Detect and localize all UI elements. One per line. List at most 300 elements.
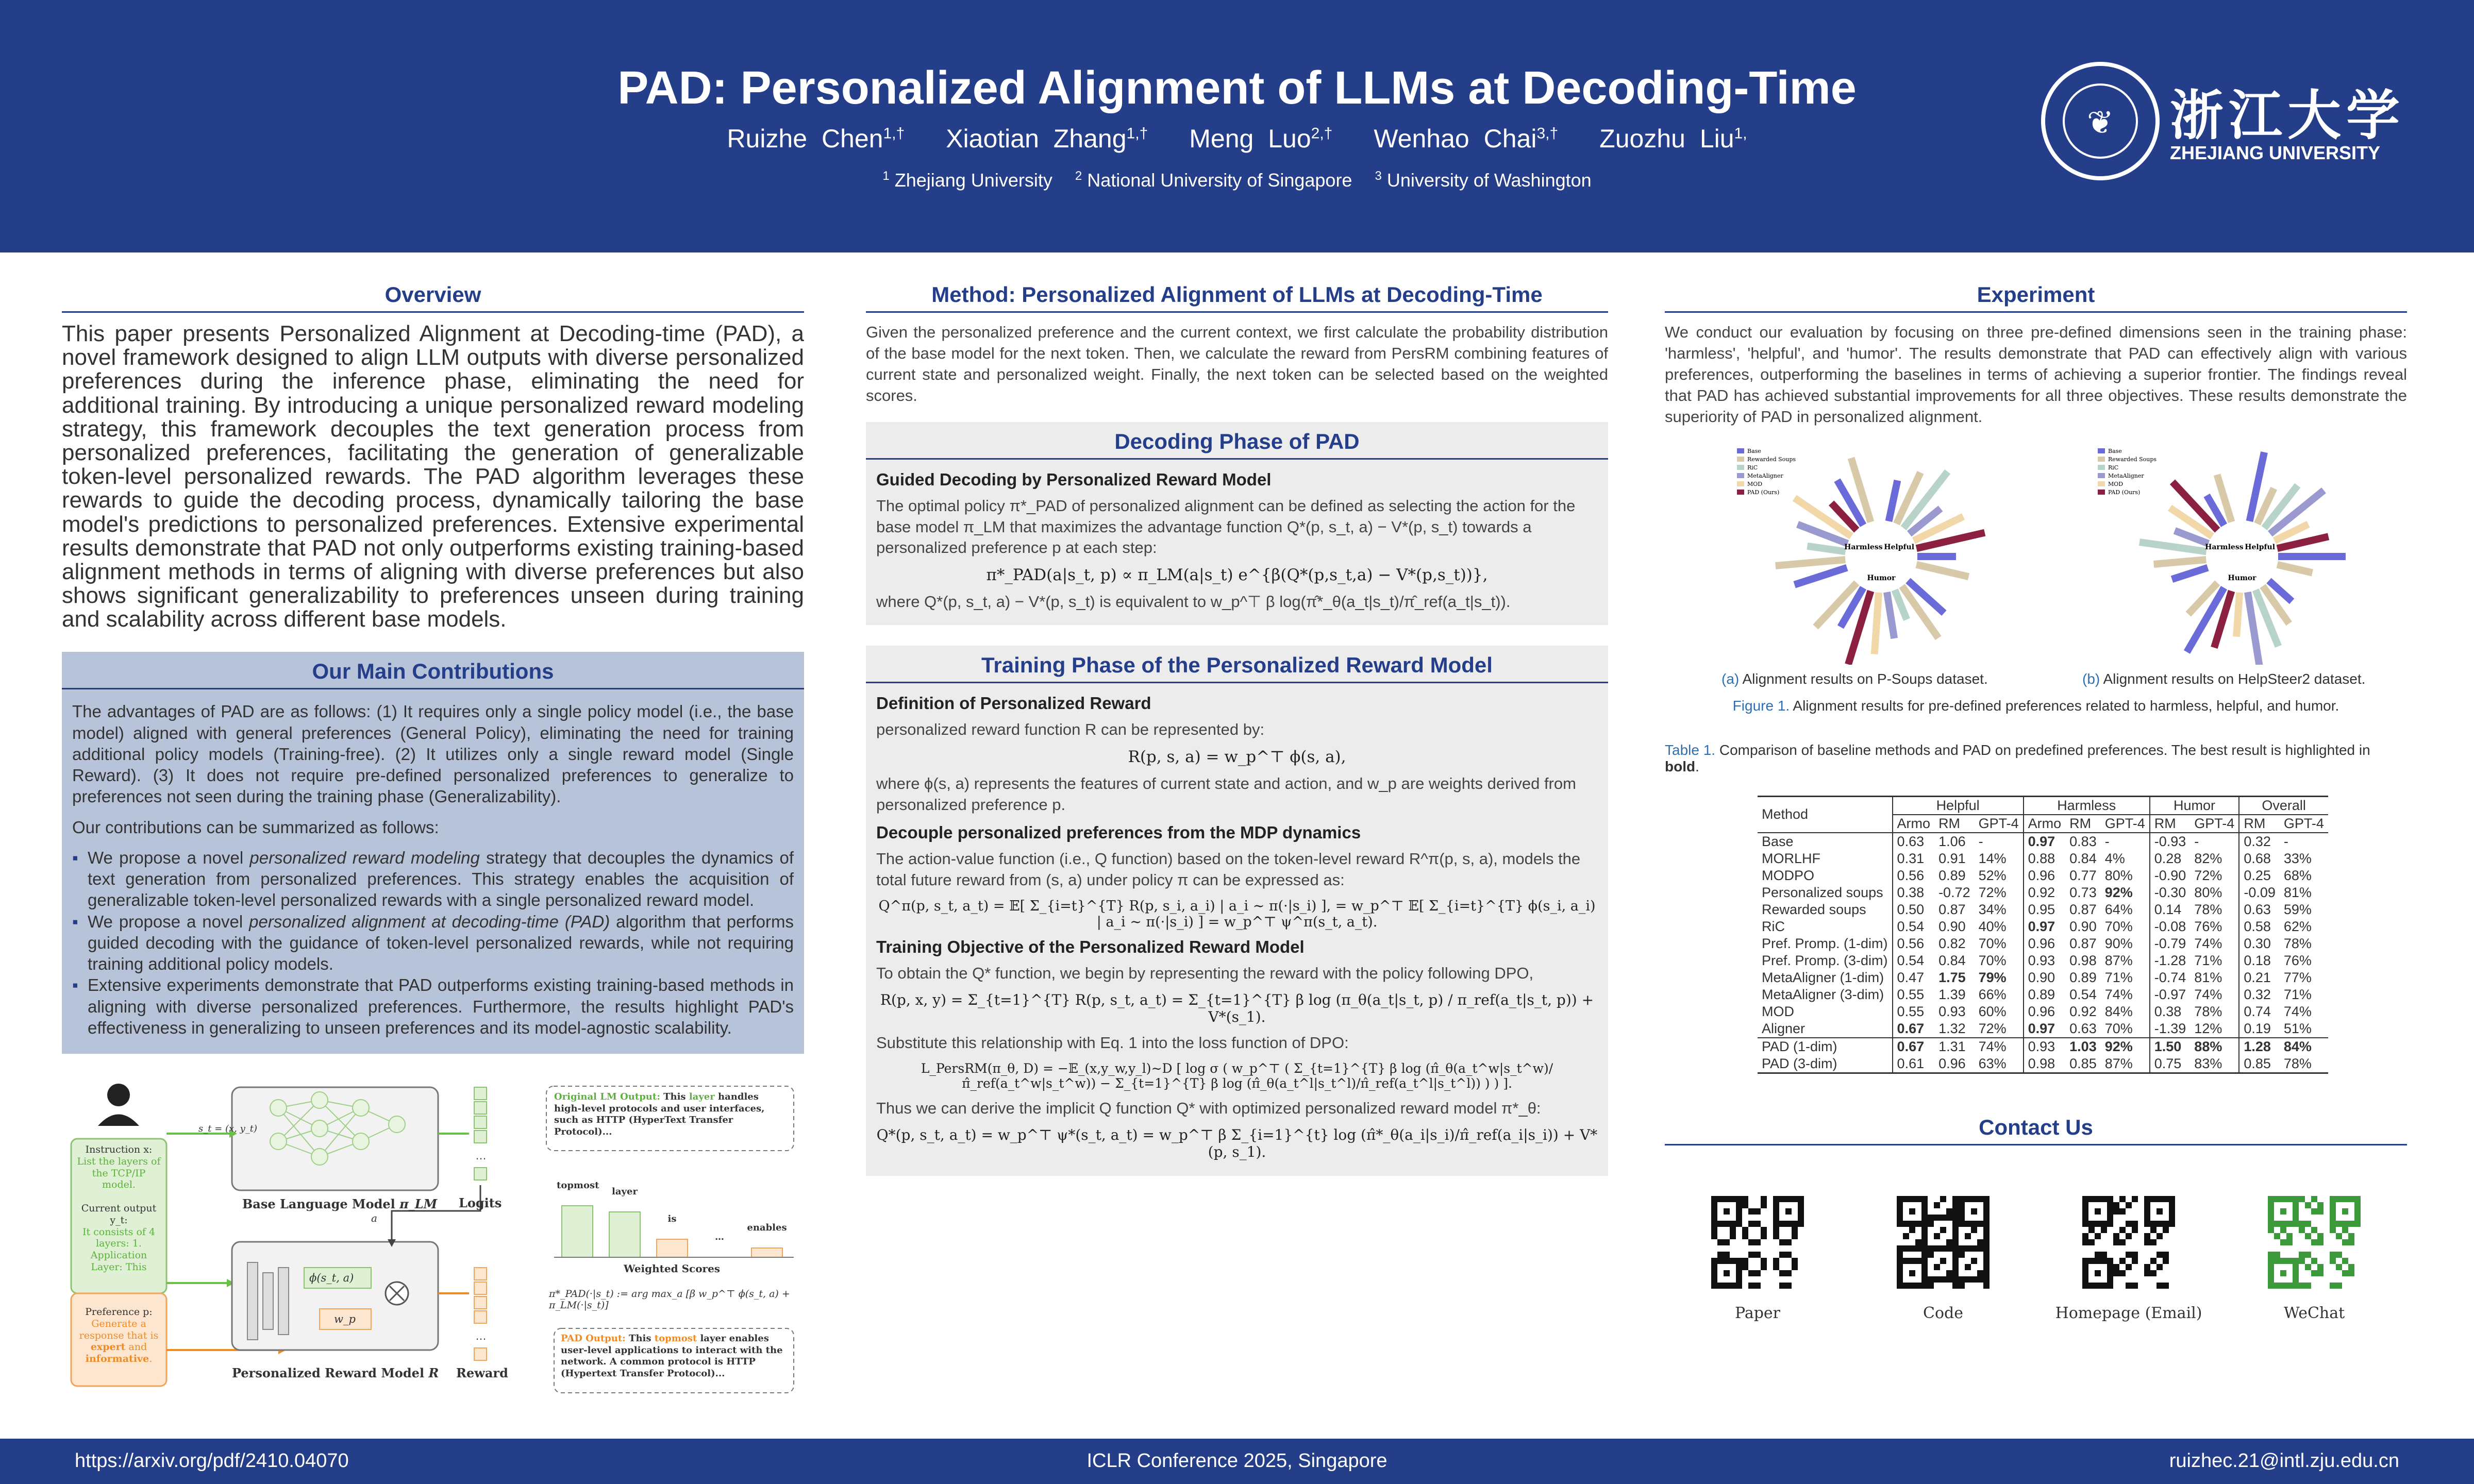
preference-box: [76, 1306, 161, 1365]
pad-output-em: topmost: [654, 1333, 697, 1344]
middle-column: [866, 282, 1608, 1176]
contribution-em: personalized alignment at decoding-time (PAD): [249, 912, 610, 931]
table-cell: 0.97: [2024, 1020, 2066, 1038]
table-group-header: Overall: [2239, 796, 2328, 815]
affiliation-1: $^2$ National University of Singapore: [1075, 169, 1352, 191]
table-cell: 0.92: [2069, 1003, 2097, 1019]
base-model-symbol: π_LM: [399, 1196, 438, 1211]
table-cell: 33%: [2283, 850, 2312, 866]
table-cell: 62%: [2283, 918, 2312, 934]
score-bar-label: is: [667, 1213, 677, 1224]
poster-header: [0, 0, 2474, 252]
table-cell: 52%: [1978, 867, 2007, 883]
table-cell-method: Rewarded soups: [1762, 901, 1866, 917]
radial-group-label: Helpful: [1884, 543, 1915, 551]
radial-chart-psoups: [1727, 438, 2036, 665]
table-cell: 0.56: [1893, 867, 1935, 884]
radial-group-label: Harmless: [1844, 543, 1883, 551]
contribution-item: ▪ We propose a novel personalized alignment at decoding-time (PAD) algorithm that performs guided decoding with the guidance of token-level personalized rewards, while not requiring training additional policy models.: [88, 911, 794, 975]
table-cell: -0.30: [2150, 884, 2191, 901]
table-cell: 68%: [2283, 867, 2312, 883]
table-cell: 0.98: [2069, 952, 2097, 968]
radial-legend-label: Rewarded Soups: [2108, 456, 2157, 463]
table-cell: 0.54: [2069, 986, 2097, 1002]
figure-1: [1665, 438, 2407, 716]
training-sub1: Definition of Personalized Reward: [876, 694, 1151, 713]
table-1-caption-bold: bold: [1665, 758, 1696, 774]
radial-legend-swatch: [2098, 457, 2105, 462]
table-cell: 1.75: [1938, 969, 1966, 985]
subfig-b-caption: [2082, 671, 2365, 687]
table-cell: 0.96: [2024, 1003, 2066, 1020]
table-cell: 71%: [2283, 986, 2312, 1002]
table-cell: 0.85: [2239, 1055, 2280, 1073]
table-subheader: GPT-4: [2190, 815, 2239, 833]
table-cell-method: Personalized soups: [1762, 884, 1883, 900]
table-cell: 0.97: [2024, 833, 2066, 850]
table-cell: 0.83: [2069, 833, 2097, 849]
prm-label: [232, 1365, 439, 1380]
table-cell: 71%: [2194, 952, 2222, 968]
score-bar-label: layer: [612, 1186, 638, 1197]
table-cell: -0.72: [1938, 884, 1970, 900]
table-cell: 80%: [2194, 884, 2222, 900]
table-row: [1758, 1055, 2328, 1073]
radial-legend-label: PAD (Ours): [2108, 488, 2141, 496]
table-cell: 0.89: [1938, 867, 1966, 883]
qr-code-icon[interactable]: [2082, 1196, 2175, 1289]
current-output-text: It consists of 4 layers: 1. Application Layer: This: [82, 1226, 156, 1273]
table-subheader: Armo: [2024, 815, 2066, 833]
table-cell: 0.50: [1893, 901, 1935, 918]
contribution-item: ▪ Extensive experiments demonstrate that PAD outperforms existing training-based methods in aligning with diverse personalized preferences. Furthermore, the results highlight PAD's effectiveness in generalizing to unseen preferences and its model-agnostic scalability.: [88, 974, 794, 1038]
preference-em: expert: [90, 1341, 126, 1353]
preference-text-b: and: [125, 1341, 147, 1353]
contact-qr-row: [1665, 1155, 2407, 1322]
table-cell: -0.93: [2150, 833, 2191, 850]
table-group-header: Harmless: [2024, 796, 2150, 815]
table-cell: 0.96: [1938, 1055, 1966, 1071]
table-cell: 70%: [1978, 952, 2007, 968]
table-row: [1758, 1038, 2328, 1055]
table-cell: 0.63: [2239, 901, 2280, 918]
score-bar: [751, 1248, 782, 1257]
table-cell: 0.89: [2069, 969, 2097, 985]
table-cell: 0.28: [2150, 850, 2191, 867]
table-cell: -0.74: [2150, 969, 2191, 986]
table-cell: 63%: [1978, 1055, 2007, 1071]
author-sup-3: 3,†: [1536, 125, 1559, 142]
table-row: [1758, 1020, 2328, 1038]
radial-legend-swatch: [1737, 473, 1744, 478]
qr-code-icon[interactable]: [1897, 1196, 1990, 1289]
author-sup-0: 1,†: [883, 125, 905, 142]
table-group-header: Humor: [2150, 796, 2239, 815]
university-name-en: ZHEJIANG UNIVERSITY: [2170, 142, 2381, 163]
radial-legend-swatch: [2098, 481, 2105, 486]
table-row: [1758, 986, 2328, 1003]
table-cell: 0.56: [1893, 935, 1935, 952]
prm-name: Personalized Reward Model: [232, 1365, 425, 1380]
table-row: [1758, 867, 2328, 884]
training-p3: The action-value function (i.e., Q function) based on the token-level reward R^π(p, s, a), models the total future reward from (s, a) under policy π can be expressed as:: [876, 849, 1581, 889]
table-cell: 71%: [2104, 969, 2133, 985]
radial-legend-swatch: [2098, 465, 2105, 470]
table-cell: 0.38: [1893, 884, 1935, 901]
method-intro: Given the personalized preference and the current context, we first calculate the probability distribution of the base model for the next token. Then, we calculate the reward from PersRM combining features of current state and personalized weight. Finally, the next token can be selected based on the weighted scores.: [866, 323, 1608, 404]
table-cell: 84%: [2104, 1003, 2133, 1019]
table-cell: 12%: [2194, 1020, 2222, 1036]
contributions-list: [72, 847, 794, 1038]
table-cell-method: MetaAligner (3-dim): [1762, 986, 1884, 1002]
decoding-title: Decoding Phase of PAD: [866, 422, 1608, 460]
qr-label: Homepage (Email): [2055, 1304, 2202, 1322]
experiment-text: We conduct our evaluation by focusing on three pre-defined dimensions seen in the training phase: 'harmless', 'helpful', and 'humor'. The results demonstrate that PAD can effectively align with various preferences, outperforming the baselines in terms of achieving a superior frontier. The findings reveal that PAD has achieved substantial improvements for all three objectives. These results demonstrate the superiority of PAD in personalized alignment.: [1665, 323, 2407, 426]
table-cell: 87%: [2104, 952, 2133, 968]
table-cell: 4%: [2104, 850, 2125, 866]
table-row: [1758, 1003, 2328, 1020]
table-row: [1758, 901, 2328, 918]
table-cell: 78%: [2194, 1003, 2222, 1019]
table-cell: 0.63: [1893, 833, 1935, 850]
table-row: [1758, 918, 2328, 935]
table-1-caption-b: .: [1695, 758, 1699, 774]
score-bar-label: topmost: [557, 1180, 599, 1191]
table-cell: 72%: [1978, 1020, 2007, 1036]
table-cell: 80%: [2104, 867, 2133, 883]
radial-legend-label: MetaAligner: [1747, 472, 1783, 479]
score-bar: [562, 1206, 593, 1257]
wp-label: w_p: [334, 1313, 356, 1325]
score-bar-label: …: [715, 1232, 724, 1242]
training-eq5: Q*(p, s_t, a_t) = w_p^⊤ ψ*(s_t, a_t) = w_p^⊤ β Σ_{i=1}^{t} log (π̂*_θ(a_i|s_i)/π̂_ref(a_i|s_i)) + V*(p, s_1).: [876, 1126, 1598, 1160]
training-p2: where ϕ(s, a) represents the features of current state and action, and w_p are weights derived from personalized preference p.: [876, 774, 1576, 814]
training-title: Training Phase of the Personalized Reward Model: [866, 646, 1608, 683]
table-cell: 40%: [1978, 918, 2007, 934]
table-cell: 0.93: [2024, 1038, 2066, 1055]
table-subheader: RM: [2150, 815, 2191, 833]
radial-legend-swatch: [2098, 448, 2105, 453]
table-cell: -0.09: [2239, 884, 2280, 901]
pad-output-text-a: This: [625, 1333, 655, 1344]
table-cell: -: [1978, 833, 1983, 849]
table-cell: 0.38: [2150, 1003, 2191, 1020]
table-cell: 0.96: [2024, 935, 2066, 952]
table-cell: 0.98: [2024, 1055, 2066, 1073]
decoding-p2: where Q*(p, s_t, a) − V*(p, s_t) is equivalent to w_p^⊤ β log(π̂*_θ(a_t|s_t)/π̂_ref(a_t|s_t)).: [876, 593, 1511, 611]
author-1: Xiaotian Zhang$^{1,\dagger}$: [946, 124, 1148, 153]
table-subheader: GPT-4: [1975, 815, 2024, 833]
experiment-title: Experiment: [1665, 282, 2407, 313]
table-cell: 0.85: [2069, 1055, 2097, 1071]
qr-code-icon[interactable]: [1711, 1196, 1804, 1289]
logits-ellipsis: …: [475, 1149, 487, 1162]
arxiv-link[interactable]: https://arxiv.org/pdf/2410.04070: [75, 1450, 349, 1472]
table-row: [1758, 850, 2328, 867]
table-row: [1758, 952, 2328, 969]
table-cell: -1.28: [2150, 952, 2191, 969]
table-cell: 87%: [2104, 1055, 2133, 1071]
radial-bar: [2154, 560, 2206, 564]
contributions-intro: The advantages of PAD are as follows: (1) It requires only a single policy model (i.e., the base model) aligned with general preferences (General Policy), eliminating the need for training additional policy models (Training-free). (2) It utilizes only a single reward model (Single Reward). (3) It does not require pre-defined personalized preferences to generalize to preferences not seen during the training phase (Generalizability).: [72, 702, 794, 806]
original-output-em: layer: [689, 1091, 715, 1102]
radial-legend-label: RiC: [2108, 464, 2119, 471]
subfig-a-caption: [1721, 671, 1988, 687]
table-header-method: Method: [1758, 796, 1893, 833]
decoding-eq1: π*_PAD(a|s_t, p) ∝ π_LM(a|s_t) e^{β(Q*(p,s_t,a) − V*(p,s_t))},: [986, 566, 1488, 585]
state-label: s_t = (x, y_t): [198, 1123, 258, 1134]
contributions-box: [62, 652, 804, 1054]
table-cell: 81%: [2283, 884, 2312, 900]
decoding-box: [866, 422, 1608, 626]
table-cell: 74%: [2283, 1003, 2312, 1019]
contribution-item: ▪ We propose a novel personalized reward modeling strategy that decouples the dynamics of text generation from personalized preferences. This strategy enables the acquisition of generalizable token-level personalized rewards with a single personalized reward model.: [88, 847, 794, 911]
radial-legend-label: MOD: [2108, 480, 2124, 487]
table-cell: 92%: [2101, 1038, 2150, 1055]
table-subheader: RM: [2239, 815, 2280, 833]
original-output: [554, 1091, 789, 1138]
radial-legend-label: RiC: [1747, 464, 1758, 471]
training-p5: Substitute this relationship with Eq. 1 into the loss function of DPO:: [876, 1033, 1349, 1052]
table-cell: 78%: [2283, 1055, 2312, 1071]
author-sup-4: 1,: [1734, 125, 1747, 142]
author-0: Ruizhe Chen$^{1,\dagger}$: [727, 124, 905, 153]
table-row: [1758, 833, 2328, 850]
radial-legend-swatch: [1737, 481, 1744, 486]
radial-chart-helpsteer: [2087, 438, 2397, 665]
table-subheader: RM: [2065, 815, 2101, 833]
overview-text: This paper presents Personalized Alignment at Decoding-time (PAD), a novel framework designed to align LLM outputs with diverse personalized preferences during the inference phase, eliminating the need for additional training. By introducing a unique personalized reward modeling strategy, this framework decouples the text generation process from personalized preferences, facilitating the generation of generalizable token-level personalized rewards. The PAD algorithm leverages these rewards to guide the decoding process, dynamically tailoring the base model's predictions to personalized preferences. Extensive experimental results demonstrate that PAD not only outperforms existing training-based alignment methods in terms of aligning with diverse preferences but also shows significant generalizability to preferences unseen during training and scalability across different base models.: [62, 321, 804, 632]
preference-text-c: .: [149, 1353, 153, 1365]
overview-title: Overview: [62, 282, 804, 313]
table-cell: -0.90: [2150, 867, 2191, 884]
preference-text-a: Generate a response that is: [79, 1318, 159, 1341]
decoding-subtitle: Guided Decoding by Personalized Reward Model: [876, 469, 1272, 489]
table-cell: 0.67: [1893, 1020, 1935, 1038]
table-cell: -0.08: [2150, 918, 2191, 935]
table-cell: 74%: [1975, 1038, 2024, 1055]
radial-bar: [1795, 567, 1847, 584]
contact-email[interactable]: ruizhec.21@intl.zju.edu.cn: [2169, 1450, 2399, 1472]
table-cell: 0.54: [1893, 918, 1935, 935]
table-cell: 0.90: [2069, 918, 2097, 934]
table-cell: 90%: [2104, 935, 2133, 951]
table-subheader: Armo: [1893, 815, 1935, 833]
qr-label: Paper: [1734, 1304, 1781, 1322]
radial-legend-label: Rewarded Soups: [1747, 456, 1796, 463]
table-cell-method: PAD (1-dim): [1758, 1038, 1893, 1055]
table-cell: 74%: [2194, 986, 2222, 1002]
table-cell: 76%: [2283, 952, 2312, 968]
radial-bar: [1875, 592, 1879, 654]
table-cell: 0.96: [2024, 867, 2066, 884]
score-bar: [609, 1212, 640, 1257]
table-1-caption-a: Comparison of baseline methods and PAD on predefined preferences. The best result is highlighted in: [1719, 741, 2370, 758]
radial-legend-label: Base: [2108, 447, 2122, 454]
prm-symbol: R: [428, 1365, 439, 1380]
training-eq4: L_PersRM(π_θ, D) = −𝔼_(x,y_w,y_l)∼D [ log σ ( w_p^⊤ ( Σ_{t=1}^{T} β log (π̂_θ(a_t^w|s_t^w)/π̂_ref(a_t^w|s_t^w)) − Σ_{t=1}^{T} β log (π̂_θ(a_t^l|s_t^l)/π̂_ref(a_t^l|s_t^l)) ) ) ].: [921, 1060, 1553, 1091]
original-output-text-a: This: [660, 1091, 689, 1102]
qr-code-icon[interactable]: [2268, 1196, 2361, 1289]
table-cell: 14%: [1978, 850, 2007, 866]
table-cell: 0.32: [2239, 986, 2280, 1003]
table-cell: 0.31: [1893, 850, 1935, 867]
table-cell: 0.58: [2239, 918, 2280, 935]
table-cell: 0.90: [1938, 918, 1966, 934]
table-cell: 0.87: [1938, 901, 1966, 917]
reward-ellipsis: …: [475, 1329, 487, 1342]
poster-title: PAD: Personalized Alignment of LLMs at Decoding-Time: [617, 62, 1857, 114]
table-cell: 59%: [2283, 901, 2312, 917]
table-cell: 0.84: [2069, 850, 2097, 866]
table-subheader: GPT-4: [2280, 815, 2328, 833]
table-cell-method: PAD (3-dim): [1762, 1055, 1837, 1071]
table-cell: 0.55: [1893, 1003, 1935, 1020]
table-cell: -0.97: [2150, 986, 2191, 1003]
table-cell: -1.39: [2150, 1020, 2191, 1038]
table-cell: 74%: [2104, 986, 2133, 1002]
table-cell: 1.32: [1938, 1020, 1966, 1036]
table-cell-method: RiC: [1762, 918, 1785, 934]
pad-output-text-b: layer enables user-level applications to interact with the network. A common protocol is HTTP (Hypertext Transfer Protocol)...: [561, 1333, 783, 1379]
table-cell: 0.91: [1938, 850, 1966, 866]
table-cell: 0.89: [2024, 986, 2066, 1003]
author-2: Meng Luo$^{2,\dagger}$: [1189, 124, 1333, 153]
reward-label: Reward: [456, 1365, 508, 1380]
table-cell: 88%: [2190, 1038, 2239, 1055]
training-p1: personalized reward function R can be represented by:: [876, 720, 1265, 739]
table-cell-method: Base: [1762, 833, 1794, 849]
table-cell: 0.82: [1938, 935, 1966, 951]
radial-bar: [1807, 546, 1845, 551]
table-cell: 78%: [2283, 935, 2312, 951]
table-cell: 0.32: [2239, 833, 2280, 850]
radial-group-label: Humor: [1867, 574, 1896, 582]
table-cell: 0.68: [2239, 850, 2280, 867]
table-header-row: [1758, 796, 2328, 815]
contribution-em: personalized reward modeling: [249, 848, 480, 867]
table-cell: 72%: [1978, 884, 2007, 900]
radial-group-label: Helpful: [2245, 543, 2276, 551]
subfig-a-text: Alignment results on P-Soups dataset.: [1742, 670, 1988, 687]
affiliation-0: $^1$ Zhejiang University: [882, 169, 1052, 191]
table-cell: 1.50: [2150, 1038, 2191, 1055]
table-cell: 1.06: [1938, 833, 1966, 849]
method-title: Method: Personalized Alignment of LLMs at Decoding-Time: [866, 282, 1608, 313]
radial-bar: [1916, 564, 1968, 576]
table-cell: 0.97: [2024, 918, 2066, 935]
table-cell: -: [2283, 833, 2288, 849]
base-model-label: [242, 1196, 437, 1211]
radial-legend-swatch: [2098, 473, 2105, 478]
table-cell: 72%: [2194, 867, 2222, 883]
table-cell: 92%: [2104, 884, 2133, 900]
university-name-cn: 浙江大学: [2170, 83, 2405, 147]
pad-output-label: PAD Output:: [561, 1333, 626, 1344]
user-icon: [98, 1084, 139, 1126]
table-group-header: Helpful: [1893, 796, 2024, 815]
table-cell: 0.54: [1893, 952, 1935, 969]
table-cell: 1.03: [2065, 1038, 2101, 1055]
results-table: [1758, 796, 2328, 1074]
score-bar: [657, 1239, 688, 1257]
training-eq2: Q^π(p, s_t, a_t) = 𝔼[ Σ_{i=t}^{T} R(p, s_i, a_i) | a_i ∼ π(·|s_i) ], = w_p^⊤ 𝔼[ Σ_{i=t}^{T} ϕ(s_i, a_i) | a_i ∼ π(·|s_i) ] = w_p^⊤ ψ^π(s_t, a_t).: [878, 898, 1596, 930]
table-cell: 1.31: [1934, 1038, 1975, 1055]
table-cell: 0.92: [2024, 884, 2066, 901]
table-cell: 0.47: [1893, 969, 1935, 986]
table-cell: 0.90: [2024, 969, 2066, 986]
table-cell: -: [2194, 833, 2199, 849]
conference-label: ICLR Conference 2025, Singapore: [1086, 1450, 1388, 1472]
table-cell-method: MORLHF: [1762, 850, 1820, 866]
right-column: [1665, 282, 2407, 1322]
table-cell: 64%: [2104, 901, 2133, 917]
table-cell: 0.18: [2239, 952, 2280, 969]
pad-output: [561, 1333, 788, 1379]
weighted-scores-label: Weighted Scores: [624, 1262, 721, 1275]
instruction-text: List the layers of the TCP/IP model.: [77, 1155, 161, 1191]
table-cell-method: MOD: [1762, 1003, 1794, 1019]
table-cell: 77%: [2283, 969, 2312, 985]
table-cell: 0.61: [1893, 1055, 1935, 1073]
action-label: a: [371, 1212, 377, 1224]
radial-legend-swatch: [1737, 465, 1744, 470]
logits-label: Logits: [459, 1195, 502, 1210]
radial-legend-label: Base: [1747, 447, 1761, 454]
table-cell: 74%: [2194, 935, 2222, 951]
training-sub2: Decouple personalized preferences from the MDP dynamics: [876, 822, 1361, 842]
table-cell: 0.73: [2069, 884, 2097, 900]
radial-legend-swatch: [1737, 490, 1744, 495]
table-cell: 70%: [2104, 1020, 2133, 1036]
table-1-tag: Table 1.: [1665, 741, 1716, 758]
decoding-p1: The optimal policy π*_PAD of personalized alignment can be defined as selecting the action for the base model π_LM that maximizes the advantage function Q*(p, s_t, a) − V*(p, s_t) towards a personalized preference p at each step:: [876, 496, 1576, 557]
table-cell: 1.28: [2239, 1038, 2280, 1055]
radial-legend-label: MOD: [1747, 480, 1763, 487]
table-cell: 76%: [2194, 918, 2222, 934]
table-1-caption: [1665, 742, 2407, 775]
author-4: Zuozhu Liu$^{1,}$: [1599, 124, 1747, 153]
figure-1-text: Alignment results for pre-defined preferences related to harmless, helpful, and humor.: [1793, 697, 2339, 714]
table-cell: 34%: [1978, 901, 2007, 917]
table-cell: 0.67: [1893, 1038, 1935, 1055]
table-cell: 0.84: [1938, 952, 1966, 968]
table-cell-method: MetaAligner (1-dim): [1762, 969, 1884, 985]
table-cell: 66%: [1978, 986, 2007, 1002]
table-cell-method: Aligner: [1762, 1020, 1806, 1036]
table-cell: 0.63: [2069, 1020, 2097, 1036]
figure-1-tag: Figure 1.: [1732, 697, 1790, 714]
qr-label: WeChat: [2283, 1304, 2345, 1322]
instruction-label: Instruction x:: [85, 1144, 153, 1155]
table-cell: 1.39: [1938, 986, 1966, 1002]
author-sup-2: 2,†: [1311, 125, 1333, 142]
table-cell: 0.95: [2024, 901, 2066, 918]
poster-footer: [0, 1439, 2474, 1484]
table-cell: 70%: [2104, 918, 2133, 934]
table-cell: 0.77: [2069, 867, 2097, 883]
left-column: [62, 282, 804, 1054]
zju-seal-icon: ❦: [2041, 62, 2160, 180]
radial-legend-label: MetaAligner: [2108, 472, 2144, 479]
table-cell: 78%: [2194, 901, 2222, 917]
table-cell: 81%: [2194, 969, 2222, 985]
subfig-b-tag: (b): [2082, 670, 2100, 687]
radial-legend-swatch: [2098, 490, 2105, 495]
training-box: [866, 646, 1608, 1175]
table-cell: 0.21: [2239, 969, 2280, 986]
radial-bar: [2172, 567, 2208, 579]
